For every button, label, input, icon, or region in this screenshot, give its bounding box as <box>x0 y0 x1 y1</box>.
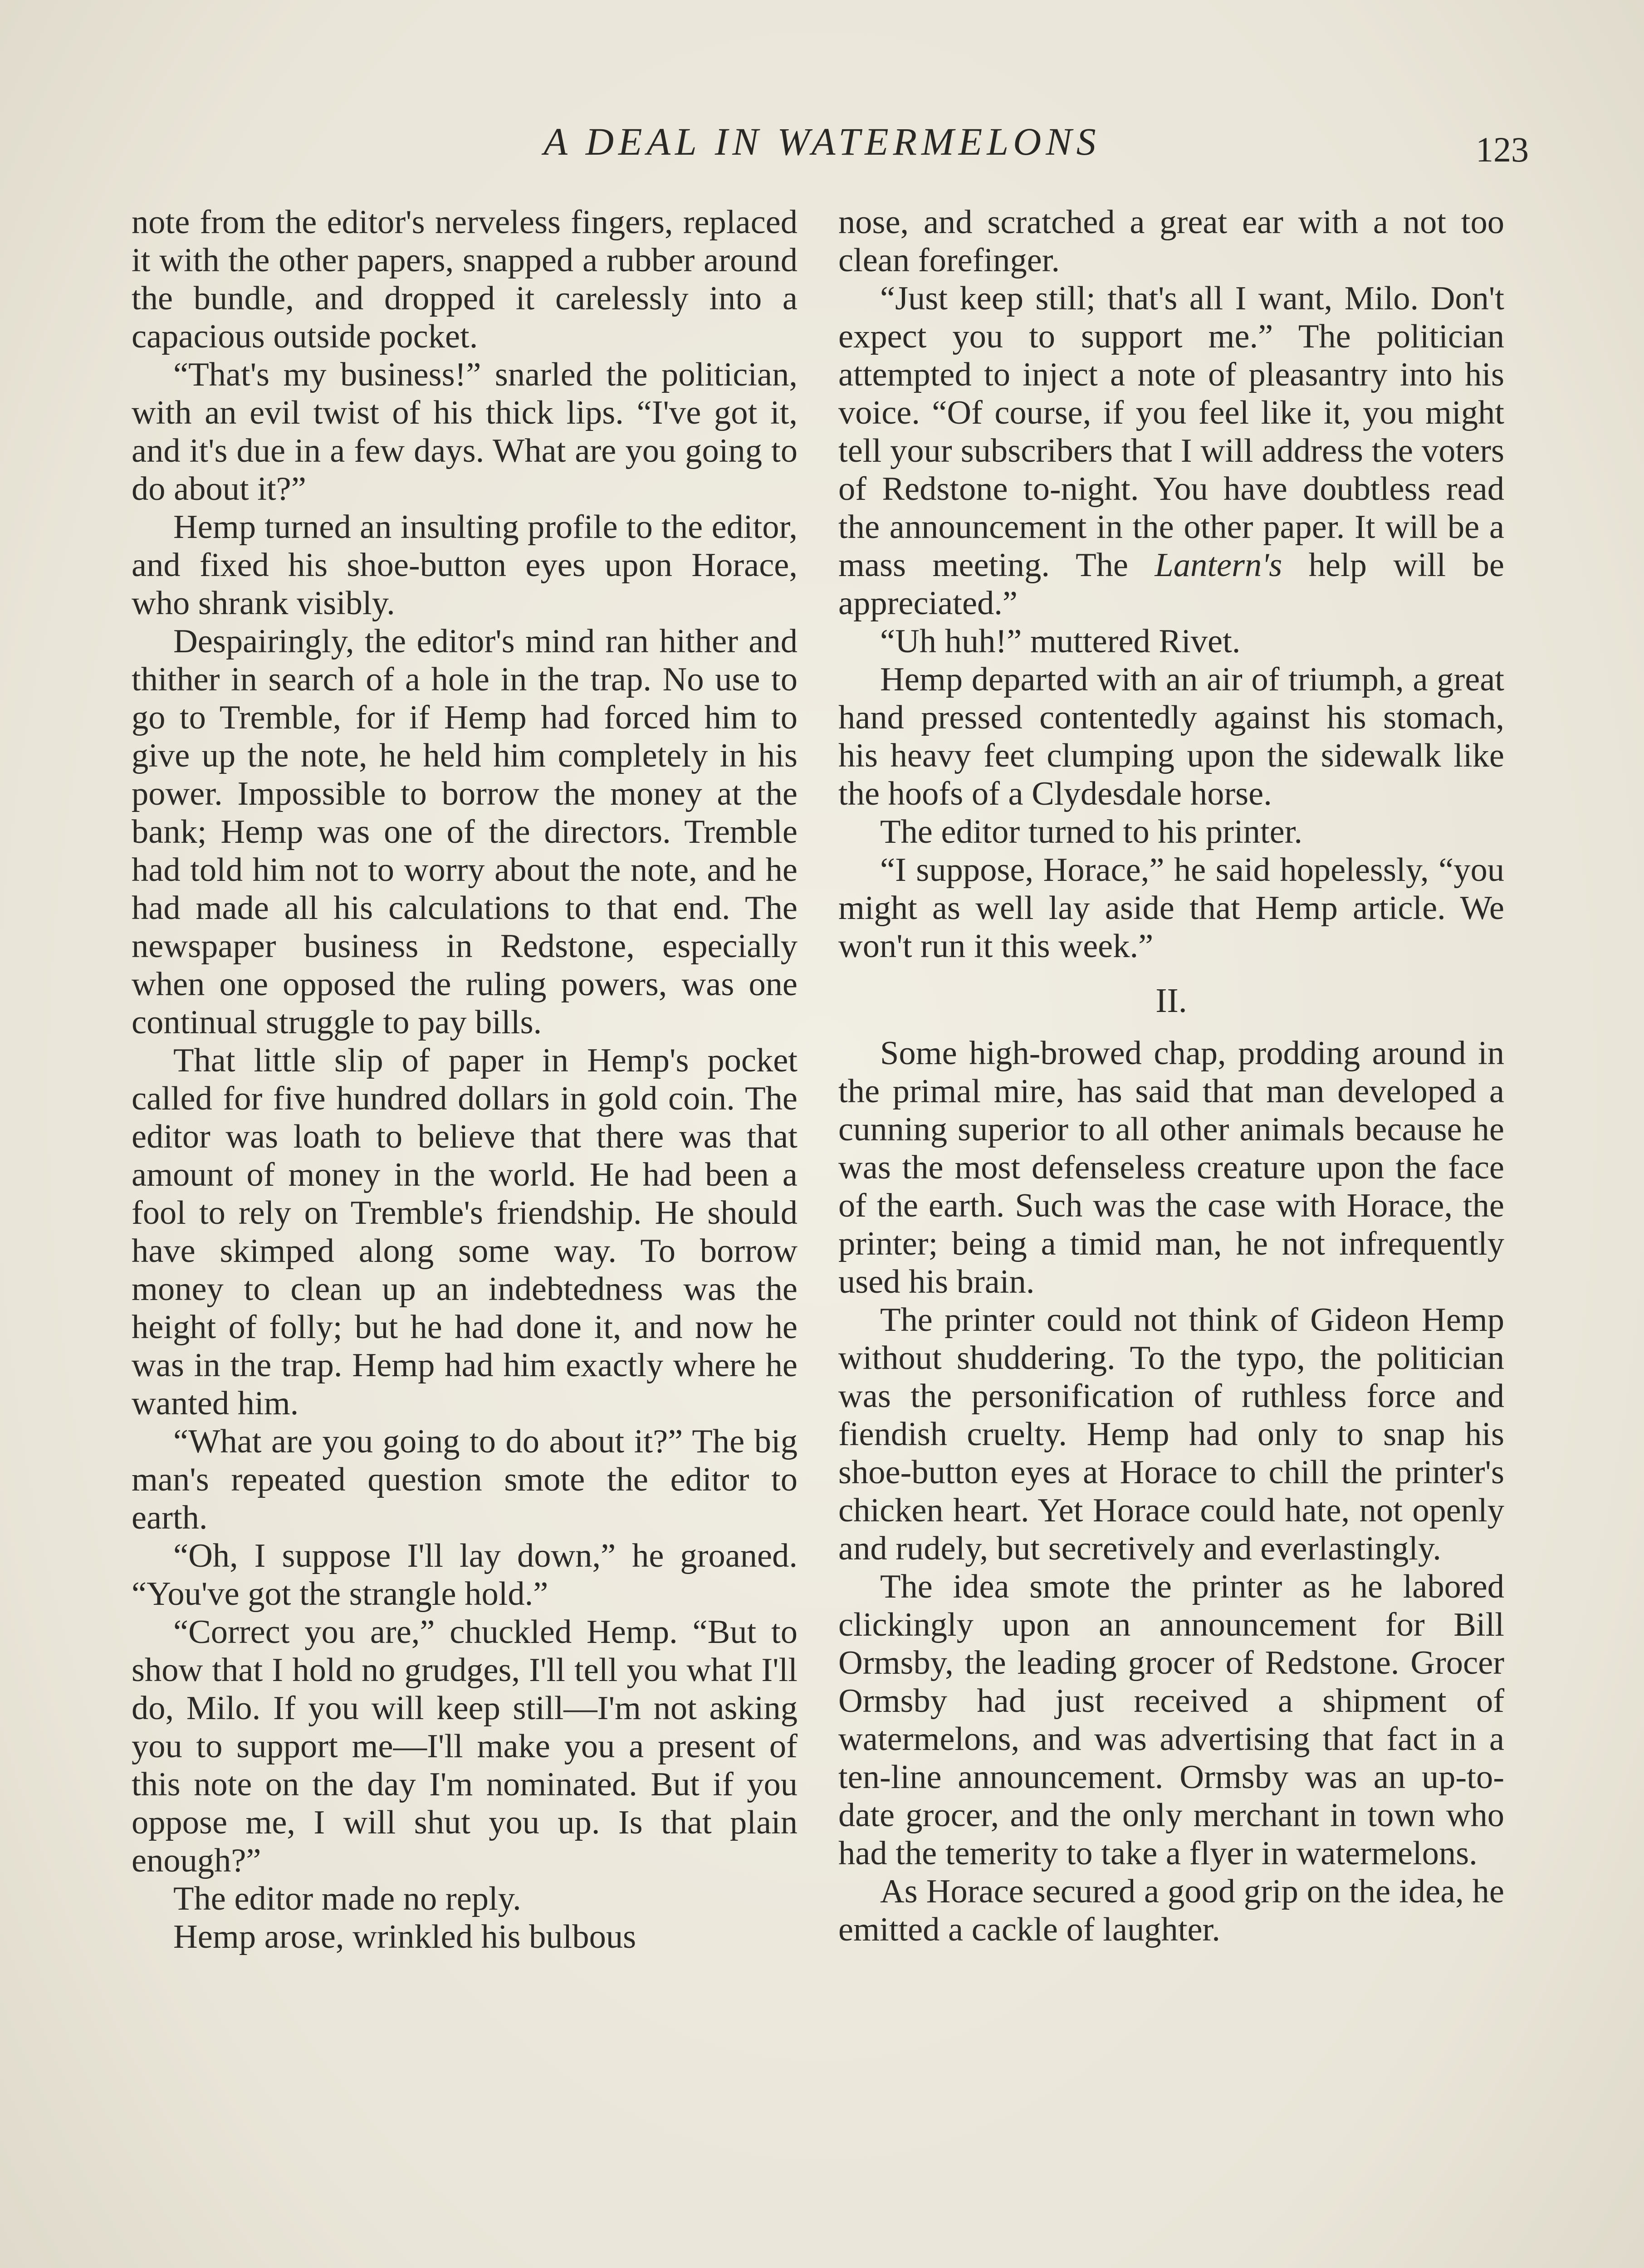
left-column <box>132 203 798 1956</box>
paragraph: “Oh, I suppose I'll lay down,” he groaned. “You've got the strangle hold.” <box>132 1537 798 1613</box>
paragraph: Some high-browed chap, prodding around in the primal mire, has said that man developed a cunning superior to all other animals because he was the most defenseless creature upon the face of the earth. Such was the case with Horace, the printer; being a timid man, he not infrequently used his brain. <box>838 1035 1504 1300</box>
paragraph: As Horace secured a good grip on the idea, he emitted a cackle of laughter. <box>838 1873 1504 1948</box>
paragraph: That little slip of paper in Hemp's pocket called for five hundred dollars in gold coin. The editor was loath to believe that there was that amount of money in the world. He had been a fool to rely on Tremble's friendship. He should have skimped along some way. To borrow money to clean up an indebtedness was the height of folly; but he had done it, and now he was in the trap. Hemp had him exactly where he wanted him. <box>132 1042 798 1422</box>
paragraph: “I suppose, Horace,” he said hopelessly, “you might as well lay aside that Hemp article. We won't run it this week.” <box>838 851 1504 965</box>
paragraph: “That's my business!” snarled the politician, with an evil twist of his thick lips. “I've got it, and it's due in a few days. What are you going to do about it?” <box>132 356 798 508</box>
paragraph: “What are you going to do about it?” The big man's repeated question smote the editor to earth. <box>132 1423 798 1536</box>
page-number: 123 <box>1476 130 1529 169</box>
paragraph: The editor turned to his printer. <box>880 813 1303 850</box>
paragraph: Hemp arose, wrinkled his bulbous <box>173 1918 636 1955</box>
paragraph: Despairingly, the editor's mind ran hither and thither in search of a hole in the trap. No use to go to Tremble, for if Hemp had forced him to give up the note, he held him completely in his power. Impossible to borrow the money at the bank; Hemp was one of the directors. Tremble had told him not to worry about the note, and he had made all his calculations to that end. The newspaper business in Redstone, especially when one opposed the ruling powers, was one continual struggle to pay bills. <box>132 623 798 1041</box>
paragraph: The editor made no reply. <box>173 1880 521 1917</box>
paragraph: “Uh huh!” muttered Rivet. <box>880 623 1241 660</box>
paragraph: note from the editor's nerveless fingers, replaced it with the other papers, snapped a rubber around the bundle, and dropped it carelessly into a capacious outside pocket. <box>132 204 798 355</box>
section-heading: II. <box>1155 982 1187 1020</box>
right-column-bottom <box>838 1034 1504 1949</box>
paragraph: Hemp turned an insulting profile to the editor, and fixed his shoe-button eyes upon Horace, who shrank visibly. <box>132 508 798 622</box>
running-head: A DEAL IN WATERMELONS <box>543 120 1101 163</box>
paragraph: “Just keep still; that's all I want, Milo. Don't expect you to support me.” The politician attempted to inject a note of pleasantry into his voice. “Of course, if you feel like it, you might tell your subscribers that I will address the voters of Redstone to-night. You have doubtless read the announcement in the other paper. It will be a mass meeting. The Lantern's help will be appreciated.” <box>838 280 1504 622</box>
paragraph: Hemp departed with an air of triumph, a great hand pressed contentedly against his stomach, his heavy feet clumping upon the sidewalk like the hoofs of a Clydesdale horse. <box>838 661 1504 812</box>
paragraph: The printer could not think of Gideon Hemp without shuddering. To the typo, the politician was the personification of ruthless force and fiendish cruelty. Hemp had only to snap his shoe-button eyes at Horace to chill the printer's chicken heart. Yet Horace could hate, not openly and rudely, but secretively and everlastingly. <box>838 1301 1504 1567</box>
magazine-title-emphasis: Lantern's <box>1155 547 1282 584</box>
right-column-top <box>838 203 1504 965</box>
paragraph: nose, and scratched a great ear with a not too clean forefinger. <box>838 204 1504 279</box>
right-column <box>838 203 1504 1949</box>
paragraph: The idea smote the printer as he labored clickingly upon an announcement for Bill Ormsby, the leading grocer of Redstone. Grocer Ormsby had just received a shipment of watermelons, and was advertising that fact in a ten-line announcement. Ormsby was an up-to-date grocer, and the only merchant in town who had the temerity to take a flyer in watermelons. <box>838 1568 1504 1872</box>
paragraph: “Correct you are,” chuckled Hemp. “But to show that I hold no grudges, I'll tell you what I'll do, Milo. If you will keep still—I'm not asking you to support me—I'll make you a present of this note on the day I'm nominated. But if you oppose me, I will shut you up. Is that plain enough?” <box>132 1613 798 1879</box>
